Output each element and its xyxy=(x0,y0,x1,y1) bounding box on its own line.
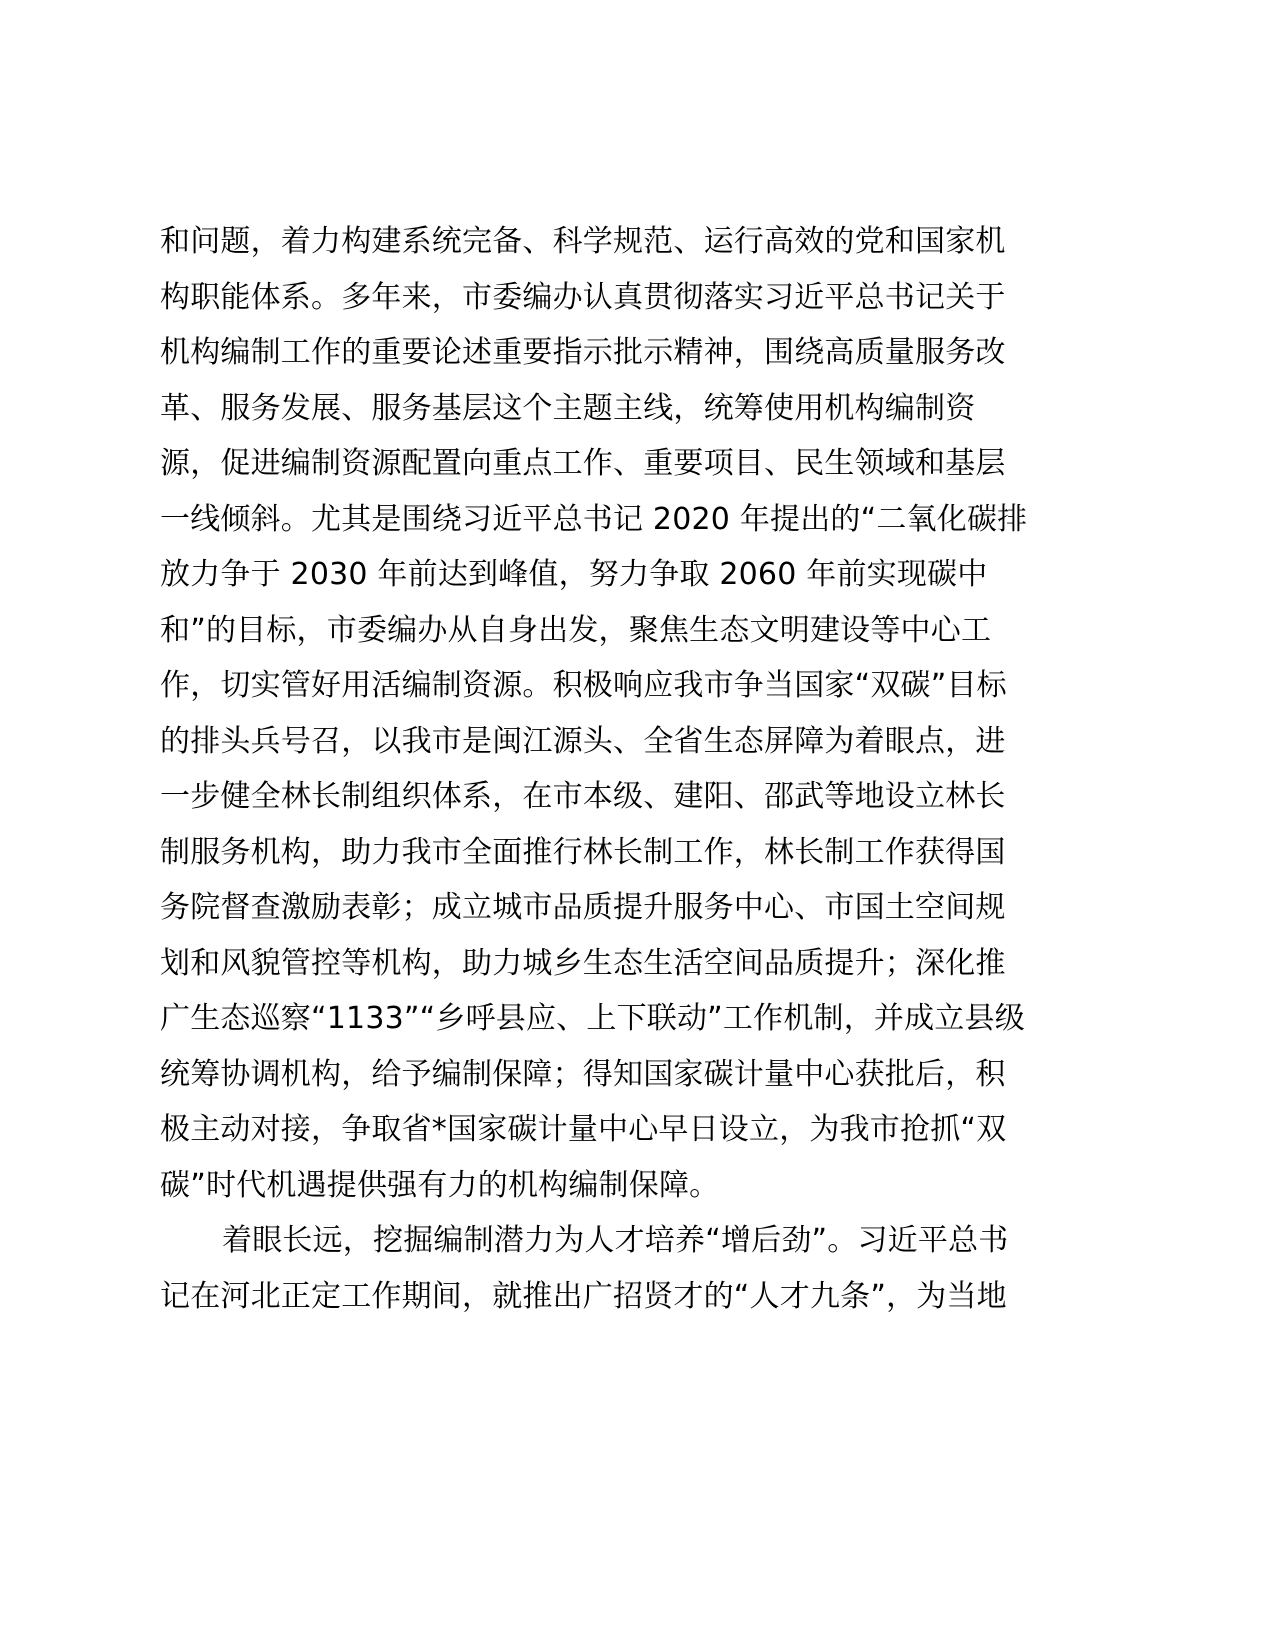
text-line: 务院督查激励表彰；成立城市品质提升服务中心、市国土空间规 xyxy=(160,890,1006,925)
paragraph-start-line: 着眼长远，挖掘编制潜力为人才培养“增后劲”。习近平总书 xyxy=(222,1223,1009,1258)
text-line: 的排头兵号召，以我市是闽江源头、全省生态屏障为着眼点，进 xyxy=(160,723,1006,759)
text-line: 作，切实管好用活编制资源。积极响应我市争当国家“双碳”目标 xyxy=(160,668,1007,703)
text-line: 记在河北正定工作期间，就推出广招贤才的“人才九条”，为当地 xyxy=(160,1278,1007,1314)
text-line: 划和风貌管控等机构，助力城乡生态生活空间品质提升；深化推 xyxy=(160,945,1006,981)
text-line: 统筹协调机构，给予编制保障；得知国家碳计量中心获批后，积 xyxy=(160,1056,1006,1092)
text-line: 碳”时代机遇提供强有力的机构编制保障。 xyxy=(160,1167,720,1203)
text-line: 机构编制工作的重要论述重要指示批示精神，围绕高质量服务改 xyxy=(160,335,1006,370)
text-line: 极主动对接，争取省*国家碳计量中心早日设立，为我市抢抓“双 xyxy=(160,1112,1007,1147)
text-line: 放力争于 2030 年前达到峰值，努力争取 2060 年前实现碳中 xyxy=(160,557,988,592)
text-line: 构职能体系。多年来，市委编办认真贯彻落实习近平总书记关于 xyxy=(160,279,1006,315)
text-line: 一步健全林长制组织体系，在市本级、建阳、邵武等地设立林长 xyxy=(160,779,1006,814)
text-line: 和问题，着力构建系统完备、科学规范、运行高效的党和国家机 xyxy=(160,224,1006,259)
body-text xyxy=(160,214,1120,1324)
text-line: 广生态巡察“1133”“乡呼县应、上下联动”工作机制，并成立县级 xyxy=(160,1001,1025,1036)
text-line: 制服务机构，助力我市全面推行林长制工作，林长制工作获得国 xyxy=(160,834,1006,870)
text-line: 和”的目标，市委编办从自身出发，聚焦生态文明建设等中心工 xyxy=(160,612,992,648)
text-line: 革、服务发展、服务基层这个主题主线，统筹使用机构编制资 xyxy=(160,390,976,426)
text-line: 源，促进编制资源配置向重点工作、重要项目、民生领域和基层 xyxy=(160,446,1006,481)
text-line: 一线倾斜。尤其是围绕习近平总书记 2020 年提出的“二氧化碳排 xyxy=(160,501,1028,537)
